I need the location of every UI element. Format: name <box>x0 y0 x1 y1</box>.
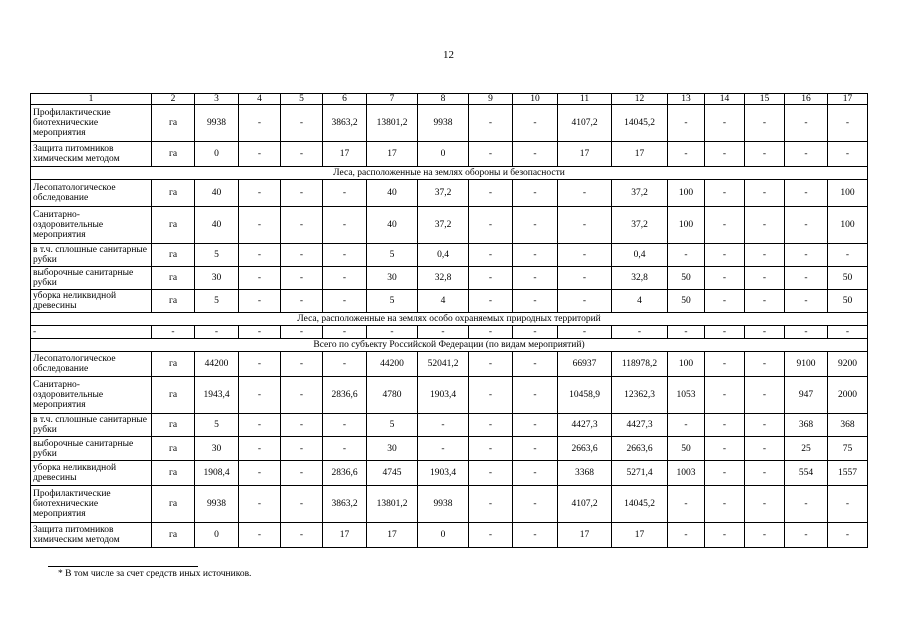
table-cell: 5 <box>367 414 418 437</box>
table-row <box>31 244 868 267</box>
table-row <box>31 207 868 244</box>
table-cell: га <box>152 523 195 548</box>
table-cell: - <box>785 180 828 207</box>
table-cell: - <box>705 290 745 313</box>
table-cell: - <box>705 414 745 437</box>
table-cell: - <box>513 486 558 523</box>
table-cell: - <box>705 377 745 414</box>
table-cell: 9938 <box>418 105 469 142</box>
table-cell: - <box>239 290 281 313</box>
table-cell: - <box>418 326 469 339</box>
table-cell: - <box>668 105 705 142</box>
table-cell: - <box>469 142 513 167</box>
table-cell: 12362,3 <box>612 377 668 414</box>
table-cell: 4780 <box>367 377 418 414</box>
table-cell: - <box>513 326 558 339</box>
column-number: 11 <box>558 94 612 105</box>
footnote: * В том числе за счет средств иных источников. <box>58 569 252 579</box>
table-cell: - <box>705 352 745 377</box>
table-cell: - <box>828 523 868 548</box>
measure-name: Лесопатологическое обследование <box>31 352 152 377</box>
measure-name: уборка неликвидной древесины <box>31 461 152 486</box>
table-cell: - <box>513 352 558 377</box>
table-cell: 947 <box>785 377 828 414</box>
table-cell: - <box>239 244 281 267</box>
table-cell: 75 <box>828 437 868 461</box>
table-cell: 9100 <box>785 352 828 377</box>
table-cell: - <box>558 290 612 313</box>
table-cell: - <box>513 105 558 142</box>
measure-name: Лесопатологическое обследование <box>31 180 152 207</box>
table-cell: 2836,6 <box>323 461 367 486</box>
table-cell: 14045,2 <box>612 486 668 523</box>
table-cell: - <box>469 244 513 267</box>
table-cell: - <box>513 207 558 244</box>
column-number: 1 <box>31 94 152 105</box>
table-cell: 0 <box>418 523 469 548</box>
table-cell: - <box>745 290 785 313</box>
table-cell: - <box>745 461 785 486</box>
table-cell: 13801,2 <box>367 105 418 142</box>
table-cell: 14045,2 <box>612 105 668 142</box>
table-cell: - <box>513 290 558 313</box>
table-cell: - <box>281 523 323 548</box>
table-cell: - <box>323 326 367 339</box>
measure-name: Защита питомников химическим методом <box>31 523 152 548</box>
table-cell: 368 <box>785 414 828 437</box>
table-cell: - <box>668 414 705 437</box>
table-cell: - <box>239 105 281 142</box>
table-cell: - <box>705 142 745 167</box>
table-cell: 17 <box>367 523 418 548</box>
table-cell: 9200 <box>828 352 868 377</box>
table-cell: - <box>558 267 612 290</box>
table-cell: - <box>281 244 323 267</box>
table-cell: - <box>469 180 513 207</box>
table-cell: 50 <box>668 267 705 290</box>
table-cell: га <box>152 142 195 167</box>
table-cell: - <box>323 207 367 244</box>
table-cell: - <box>828 142 868 167</box>
section-header-row <box>31 339 868 352</box>
table-row <box>31 352 868 377</box>
table-cell: 40 <box>195 180 239 207</box>
table-cell: 13801,2 <box>367 486 418 523</box>
table-cell: - <box>828 486 868 523</box>
table-cell: - <box>705 461 745 486</box>
column-number: 8 <box>418 94 469 105</box>
table-cell: - <box>745 180 785 207</box>
table-cell: - <box>281 437 323 461</box>
table-cell: 44200 <box>195 352 239 377</box>
table-cell: - <box>513 180 558 207</box>
measure-name: выборочные санитарные рубки <box>31 437 152 461</box>
table-cell: - <box>785 290 828 313</box>
table-cell: 3368 <box>558 461 612 486</box>
table-cell: 32,8 <box>612 267 668 290</box>
column-number: 16 <box>785 94 828 105</box>
table-cell: га <box>152 105 195 142</box>
column-number: 7 <box>367 94 418 105</box>
table-cell: - <box>281 326 323 339</box>
table-row <box>31 461 868 486</box>
table-cell: - <box>668 486 705 523</box>
table-cell: 0 <box>418 142 469 167</box>
table-cell: - <box>785 244 828 267</box>
table-cell: - <box>239 486 281 523</box>
table-cell: 554 <box>785 461 828 486</box>
table-cell: - <box>785 105 828 142</box>
table-cell: - <box>469 352 513 377</box>
column-number: 12 <box>612 94 668 105</box>
table-cell: 1053 <box>668 377 705 414</box>
table-cell: га <box>152 437 195 461</box>
table-cell: 17 <box>558 523 612 548</box>
table-cell: - <box>281 105 323 142</box>
table-cell: 100 <box>828 180 868 207</box>
table-cell: 50 <box>828 290 868 313</box>
table-cell: - <box>513 244 558 267</box>
table-cell: - <box>668 523 705 548</box>
table-cell: га <box>152 207 195 244</box>
table-cell: - <box>152 326 195 339</box>
table-cell: 4 <box>612 290 668 313</box>
table-cell: 9938 <box>418 486 469 523</box>
table-cell: - <box>239 461 281 486</box>
table-cell: 4 <box>418 290 469 313</box>
column-number: 17 <box>828 94 868 105</box>
table-cell: - <box>612 326 668 339</box>
table-cell: - <box>195 326 239 339</box>
table-cell: 17 <box>612 523 668 548</box>
measure-name: Профилактические биотехнические мероприятия <box>31 105 152 142</box>
table-cell: 40 <box>367 180 418 207</box>
table-cell: 40 <box>195 207 239 244</box>
table-cell: - <box>239 142 281 167</box>
table-cell: - <box>281 414 323 437</box>
table-cell: - <box>513 267 558 290</box>
measure-name: в т.ч. сплошные санитарные рубки <box>31 244 152 267</box>
table-cell: 0,4 <box>418 244 469 267</box>
table-cell: 1903,4 <box>418 377 469 414</box>
table-cell: - <box>239 180 281 207</box>
table-cell: - <box>705 437 745 461</box>
table-cell: 37,2 <box>612 207 668 244</box>
table-cell: - <box>239 377 281 414</box>
table-cell: - <box>469 414 513 437</box>
table-cell: 0 <box>195 523 239 548</box>
table-cell: - <box>558 180 612 207</box>
table-cell: - <box>323 437 367 461</box>
table-cell: 17 <box>367 142 418 167</box>
table-cell: - <box>281 207 323 244</box>
table-cell: - <box>418 437 469 461</box>
table-cell: 4427,3 <box>612 414 668 437</box>
table-row <box>31 486 868 523</box>
table-cell: - <box>281 267 323 290</box>
column-number: 5 <box>281 94 323 105</box>
table-cell: - <box>513 523 558 548</box>
table-cell: - <box>281 290 323 313</box>
table-cell: 5 <box>195 290 239 313</box>
table-cell: - <box>558 326 612 339</box>
section-title: Леса, расположенные на землях обороны и безопасности <box>31 167 868 180</box>
table-row <box>31 326 868 339</box>
table-cell: - <box>745 207 785 244</box>
section-title: Всего по субъекту Российской Федерации (по видам мероприятий) <box>31 339 868 352</box>
table-cell: 50 <box>668 290 705 313</box>
table-cell: 1908,4 <box>195 461 239 486</box>
table-cell: - <box>745 352 785 377</box>
footnote-divider <box>48 566 198 567</box>
measure-name: Санитарно-оздоровительные мероприятия <box>31 207 152 244</box>
table-cell: 30 <box>367 437 418 461</box>
table-cell: 37,2 <box>612 180 668 207</box>
table-cell: - <box>513 461 558 486</box>
table-cell: 3863,2 <box>323 105 367 142</box>
table-cell: 100 <box>828 207 868 244</box>
column-number: 2 <box>152 94 195 105</box>
table-cell: - <box>323 180 367 207</box>
table-cell: - <box>705 244 745 267</box>
table-cell: 30 <box>367 267 418 290</box>
column-number: 4 <box>239 94 281 105</box>
table-row <box>31 523 868 548</box>
table-cell: - <box>469 437 513 461</box>
table-cell: 17 <box>323 142 367 167</box>
table-cell: 44200 <box>367 352 418 377</box>
table-cell: - <box>785 486 828 523</box>
table-cell: 1903,4 <box>418 461 469 486</box>
table-cell: - <box>469 523 513 548</box>
table-cell: - <box>745 105 785 142</box>
table-cell: - <box>469 326 513 339</box>
table-cell: га <box>152 486 195 523</box>
table-cell: 50 <box>828 267 868 290</box>
table-cell: 9938 <box>195 486 239 523</box>
table-cell: 30 <box>195 267 239 290</box>
table-cell: 100 <box>668 207 705 244</box>
table-cell: га <box>152 377 195 414</box>
table-cell: - <box>513 437 558 461</box>
table-cell: 100 <box>668 352 705 377</box>
table-cell: 25 <box>785 437 828 461</box>
table-cell: - <box>785 523 828 548</box>
measure-name: уборка неликвидной древесины <box>31 290 152 313</box>
table-cell: 50 <box>668 437 705 461</box>
table-cell: - <box>668 244 705 267</box>
table-cell: 5 <box>367 290 418 313</box>
table-cell: 2000 <box>828 377 868 414</box>
table-row <box>31 180 868 207</box>
table-cell: - <box>239 267 281 290</box>
table-cell: - <box>513 142 558 167</box>
table-cell: 37,2 <box>418 180 469 207</box>
table-cell: - <box>239 523 281 548</box>
table-cell: га <box>152 414 195 437</box>
column-number: 3 <box>195 94 239 105</box>
table-cell: - <box>469 377 513 414</box>
table-row <box>31 290 868 313</box>
table-cell: - <box>513 414 558 437</box>
table-cell: - <box>281 142 323 167</box>
table-cell: - <box>745 142 785 167</box>
page-number: 12 <box>443 49 454 61</box>
table-cell: 17 <box>323 523 367 548</box>
table-cell: 9938 <box>195 105 239 142</box>
table-cell: - <box>469 267 513 290</box>
measure-name: Профилактические биотехнические мероприятия <box>31 486 152 523</box>
table-cell: - <box>558 207 612 244</box>
table-cell: 1943,4 <box>195 377 239 414</box>
column-number: 15 <box>745 94 785 105</box>
table-cell: - <box>323 244 367 267</box>
table-cell: - <box>418 414 469 437</box>
table-cell: - <box>281 377 323 414</box>
table-cell: - <box>785 142 828 167</box>
table-cell: 2663,6 <box>558 437 612 461</box>
table-cell: - <box>323 414 367 437</box>
table-cell: - <box>469 105 513 142</box>
table-cell: га <box>152 180 195 207</box>
column-number: 14 <box>705 94 745 105</box>
table-cell: - <box>281 461 323 486</box>
table-row <box>31 377 868 414</box>
table-cell: га <box>152 352 195 377</box>
forest-protection-table <box>30 93 868 548</box>
table-cell: - <box>705 180 745 207</box>
table-cell: 10458,9 <box>558 377 612 414</box>
table-cell: 118978,2 <box>612 352 668 377</box>
table-cell: - <box>745 414 785 437</box>
table-cell: - <box>281 180 323 207</box>
table-cell: 3863,2 <box>323 486 367 523</box>
table-cell: 2663,6 <box>612 437 668 461</box>
table-cell: - <box>281 486 323 523</box>
table-row <box>31 105 868 142</box>
measure-name: в т.ч. сплошные санитарные рубки <box>31 414 152 437</box>
table-cell: 5 <box>195 244 239 267</box>
table-cell: - <box>705 207 745 244</box>
table-cell: 37,2 <box>418 207 469 244</box>
table-cell: 4745 <box>367 461 418 486</box>
table-cell: - <box>367 326 418 339</box>
table-cell: - <box>828 326 868 339</box>
table-cell: 52041,2 <box>418 352 469 377</box>
table-cell: 30 <box>195 437 239 461</box>
table-cell: 2836,6 <box>323 377 367 414</box>
table-cell: - <box>239 437 281 461</box>
table-cell: - <box>323 352 367 377</box>
table-cell: - <box>323 290 367 313</box>
table-cell: - <box>239 326 281 339</box>
table-cell: - <box>705 105 745 142</box>
table-cell: - <box>745 523 785 548</box>
table-cell: - <box>785 207 828 244</box>
table-cell: - <box>828 105 868 142</box>
table-cell: 17 <box>558 142 612 167</box>
table-cell: - <box>705 523 745 548</box>
table-cell: - <box>745 267 785 290</box>
table-cell: - <box>668 142 705 167</box>
table-cell: 5 <box>367 244 418 267</box>
measure-name: - <box>31 326 152 339</box>
measure-name: выборочные санитарные рубки <box>31 267 152 290</box>
table-cell: - <box>239 414 281 437</box>
table-cell: - <box>469 461 513 486</box>
table-cell: 5 <box>195 414 239 437</box>
table-row <box>31 267 868 290</box>
table-cell: - <box>745 377 785 414</box>
table-cell: 1003 <box>668 461 705 486</box>
table-cell: га <box>152 290 195 313</box>
column-number: 9 <box>469 94 513 105</box>
table-cell: га <box>152 244 195 267</box>
table-cell: 368 <box>828 414 868 437</box>
table-cell: - <box>668 326 705 339</box>
section-title: Леса, расположенные на землях особо охраняемых природных территорий <box>31 313 868 326</box>
table-cell: - <box>469 486 513 523</box>
table-row <box>31 437 868 461</box>
table-cell: 17 <box>612 142 668 167</box>
table-cell: - <box>785 267 828 290</box>
table-cell: - <box>469 207 513 244</box>
table-row <box>31 142 868 167</box>
table-cell: - <box>705 267 745 290</box>
table-cell: га <box>152 267 195 290</box>
table-cell: 100 <box>668 180 705 207</box>
column-number: 13 <box>668 94 705 105</box>
table-row <box>31 414 868 437</box>
column-number: 6 <box>323 94 367 105</box>
table-cell: 40 <box>367 207 418 244</box>
table-cell: - <box>745 244 785 267</box>
table-cell: - <box>705 486 745 523</box>
table-cell: - <box>705 326 745 339</box>
table-cell: га <box>152 461 195 486</box>
table-cell: 5271,4 <box>612 461 668 486</box>
table-cell: 1557 <box>828 461 868 486</box>
table-cell: - <box>239 207 281 244</box>
section-header-row <box>31 313 868 326</box>
table-cell: 4427,3 <box>558 414 612 437</box>
table-cell: 4107,2 <box>558 486 612 523</box>
table-cell: 4107,2 <box>558 105 612 142</box>
table-cell: - <box>745 486 785 523</box>
table-cell: - <box>828 244 868 267</box>
table-cell: 32,8 <box>418 267 469 290</box>
column-number: 10 <box>513 94 558 105</box>
table-cell: 66937 <box>558 352 612 377</box>
table-cell: - <box>281 352 323 377</box>
measure-name: Санитарно-оздоровительные мероприятия <box>31 377 152 414</box>
measure-name: Защита питомников химическим методом <box>31 142 152 167</box>
table-cell: - <box>745 437 785 461</box>
section-header-row <box>31 167 868 180</box>
column-number-row <box>31 94 868 105</box>
table-cell: - <box>785 326 828 339</box>
table-cell: 0 <box>195 142 239 167</box>
table-cell: - <box>558 244 612 267</box>
table-cell: 0,4 <box>612 244 668 267</box>
table-cell: - <box>513 377 558 414</box>
table-cell: - <box>323 267 367 290</box>
table-cell: - <box>469 290 513 313</box>
table-cell: - <box>239 352 281 377</box>
table-cell: - <box>745 326 785 339</box>
